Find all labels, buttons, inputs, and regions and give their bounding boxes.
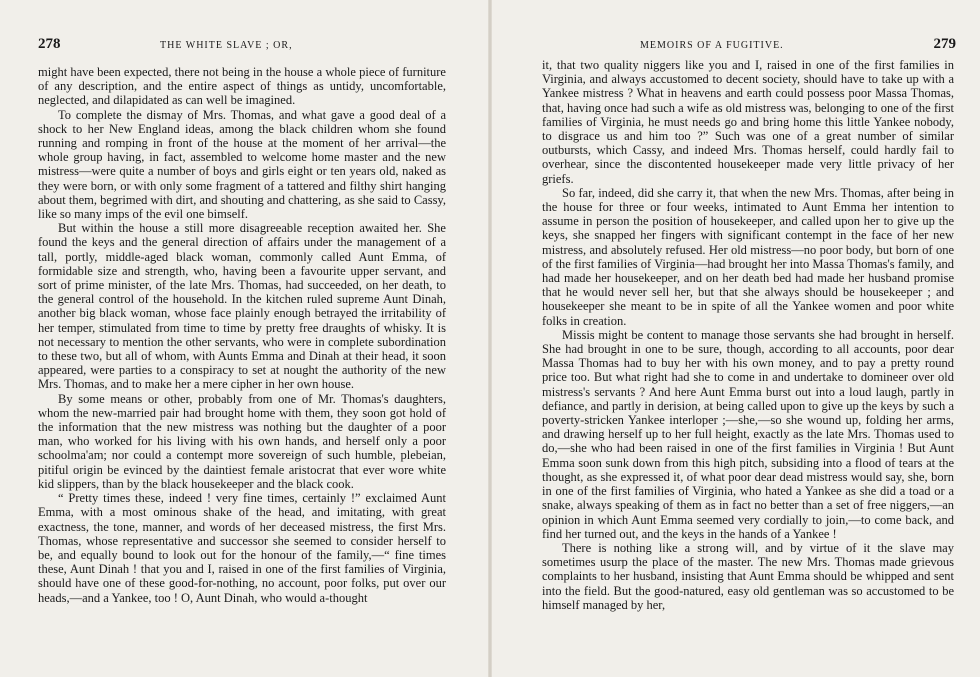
left-page-number: 278 — [38, 36, 61, 52]
paragraph: To complete the dismay of Mrs. Thomas, and what gave a good deal of a shock to her New England ideas, among the black children whom she found running and romping in front of the house at the moment of her arrival—the whole group having, in fact, assembled to welcome home master and the new mistress—were quite a number of boys and girls eight or ten years old, naked as they were born, or with only some fragment of a tattered and filthy shirt hanging about them, begrimed with dirt, and shouting and chattering, as she said to Cassy, like so many imps of the evil one bimself. — [38, 107, 446, 222]
right-page-number: 279 — [933, 36, 956, 52]
paragraph: But within the house a still more disagreeable reception awaited her. She found the keys and the general direction of affairs under the management of a tall, portly, middle-aged black woman, commonly called Aunt Emma, of formidable size and strength, who, having been a favourite upper servant, and sort of prime minister, of the late Mrs. Thomas, had succeeded, on her death, to the general control of the household. In the kitchen ruled supreme Aunt Dinah, another big black woman, whose face plainly enough betrayed the irritability of her temper, stimulated from time to time by pretty free draughts of whisky. It is not necessary to mention the other servants, who were in complete subordination to these two, but all of whom, with Aunts Emma and Dinah at their head, it soon appeared, were parties to a conspiracy to set at nought the authority of the new Mrs. Thomas, and to make her a mere cipher in her own house. — [38, 221, 446, 392]
paragraph: By some means or other, probably from one of Mr. Thomas's daughters, whom the new-married pair had brought home with them, they soon got hold of the information that the new mistress was nothing but the daughter of a poor man, who worked for his living with his own hands, and herself only a poor schoolma'am; nor could a contempt more sovereign of such humble, plebeian, pitiful origin be evinced by the daintiest female aristocrat that ever wore white kid slippers, than by the black housekeeper and the black cook. — [38, 391, 446, 491]
left-running-head — [38, 36, 450, 56]
left-text-block — [38, 65, 446, 605]
paragraph: Missis might be content to manage those servants she had brought in herself. She had brought in one to be sure, though, according to all accounts, poor dear Massa Thomas had to buy her with his own money, and to pay a pretty round price too. But what right had she to come in and undertake to domineer over old mistress's servants ? And here Aunt Emma burst out into a loud laugh, partly in defiance, and partly in derision, at being called upon to give up the keys by such a poverty-stricken Yankee interloper ;—she,—so she wound up, folding her arms, and drawing herself up to her full height, exactly as the late Mrs. Thomas used to do,—she who had been raised in one of the first families in Virginia ! But Aunt Emma soon sunk down from this high pitch, subsiding into a flood of tears at the thought, as she expressed it, of what poor dear dead mistress would say, she, born in one of the first families of Virginia, who hated a Yankee as she did a toad or a snake, always speaking of them as in fact no better than a set of free niggers,—an opinion in which Aunt Emma seemed very cordially to join,—to come back, and find her turned out, and the keys in the hands of a Yankee ! — [542, 327, 954, 541]
right-running-head — [540, 36, 956, 56]
right-text-block — [542, 58, 954, 612]
paragraph: There is nothing like a strong will, and by virtue of it the slave may sometimes usurp the place of the master. The new Mrs. Thomas made grievous complaints to her husband, insisting that Aunt Emma should be whipped and sent into the field. But the good-natured, easy old gentleman was so accustomed to be himself managed by her, — [542, 540, 954, 612]
paragraph: “ Pretty times these, indeed ! very fine times, certainly !” exclaimed Aunt Emma, with a most ominous shake of the head, and imitating, with great exactness, the tone, manner, and words of her deceased mistress, the first Mrs. Thomas, whose representative and successor she seemed to consider herself to be, and equally bound to look out for the honour of the family,—“ fine times these, Aunt Dinah ! that you and I, raised in one of the first families of Virginia, should have one of these good-for-nothing, no account, poor folks, put over our heads,—and a Yankee, too ! O, Aunt Dinah, who would a-thought — [38, 491, 446, 605]
paragraph: might have been expected, there not being in the house a whole piece of furniture of any description, and the entire aspect of things as untidy, uncomfortable, neglected, and dilapidated as can well be imagined. — [38, 65, 446, 108]
paragraph: So far, indeed, did she carry it, that when the new Mrs. Thomas, after being in the house for three or four weeks, intimated to Aunt Emma her intention to assume in person the position of housekeeper, and called upon her to give up the keys, she snapped her fingers with significant contempt in the face of her new mistress, and absolutely refused. Her old mistress—no poor body, but born of one of the first families of Virginia—had brought her into Massa Thomas's family, and had made her housekeeper, and on her death bed had made her husband promise that he would never sell her, but that she always should be housekeeper ; and housekeeper she meant to be in spite of all the Yankee women and poor white folks in creation. — [542, 185, 954, 328]
paragraph: it, that two quality niggers like you and I, raised in one of the first families in Virginia, and always accustomed to decent society, should have to take up with a Yankee mistress ? What in heavens and earth could possess poor Massa Thomas, that, having once had such a wife as old mistress was, belonging to one of the first families of Virginia, he must needs go and bring home this little Yankee nobody, to disgrace us and him too ?” Such was one of a great number of similar outbursts, which Cassy, and indeed Mrs. Thomas herself, could hardly fail to overhear, since the discontented housekeeper made very little privacy of her griefs. — [542, 58, 954, 186]
right-page — [490, 0, 980, 677]
left-running-title: THE WHITE SLAVE ; OR, — [160, 40, 293, 51]
right-running-title: MEMOIRS OF A FUGITIVE. — [640, 40, 784, 51]
